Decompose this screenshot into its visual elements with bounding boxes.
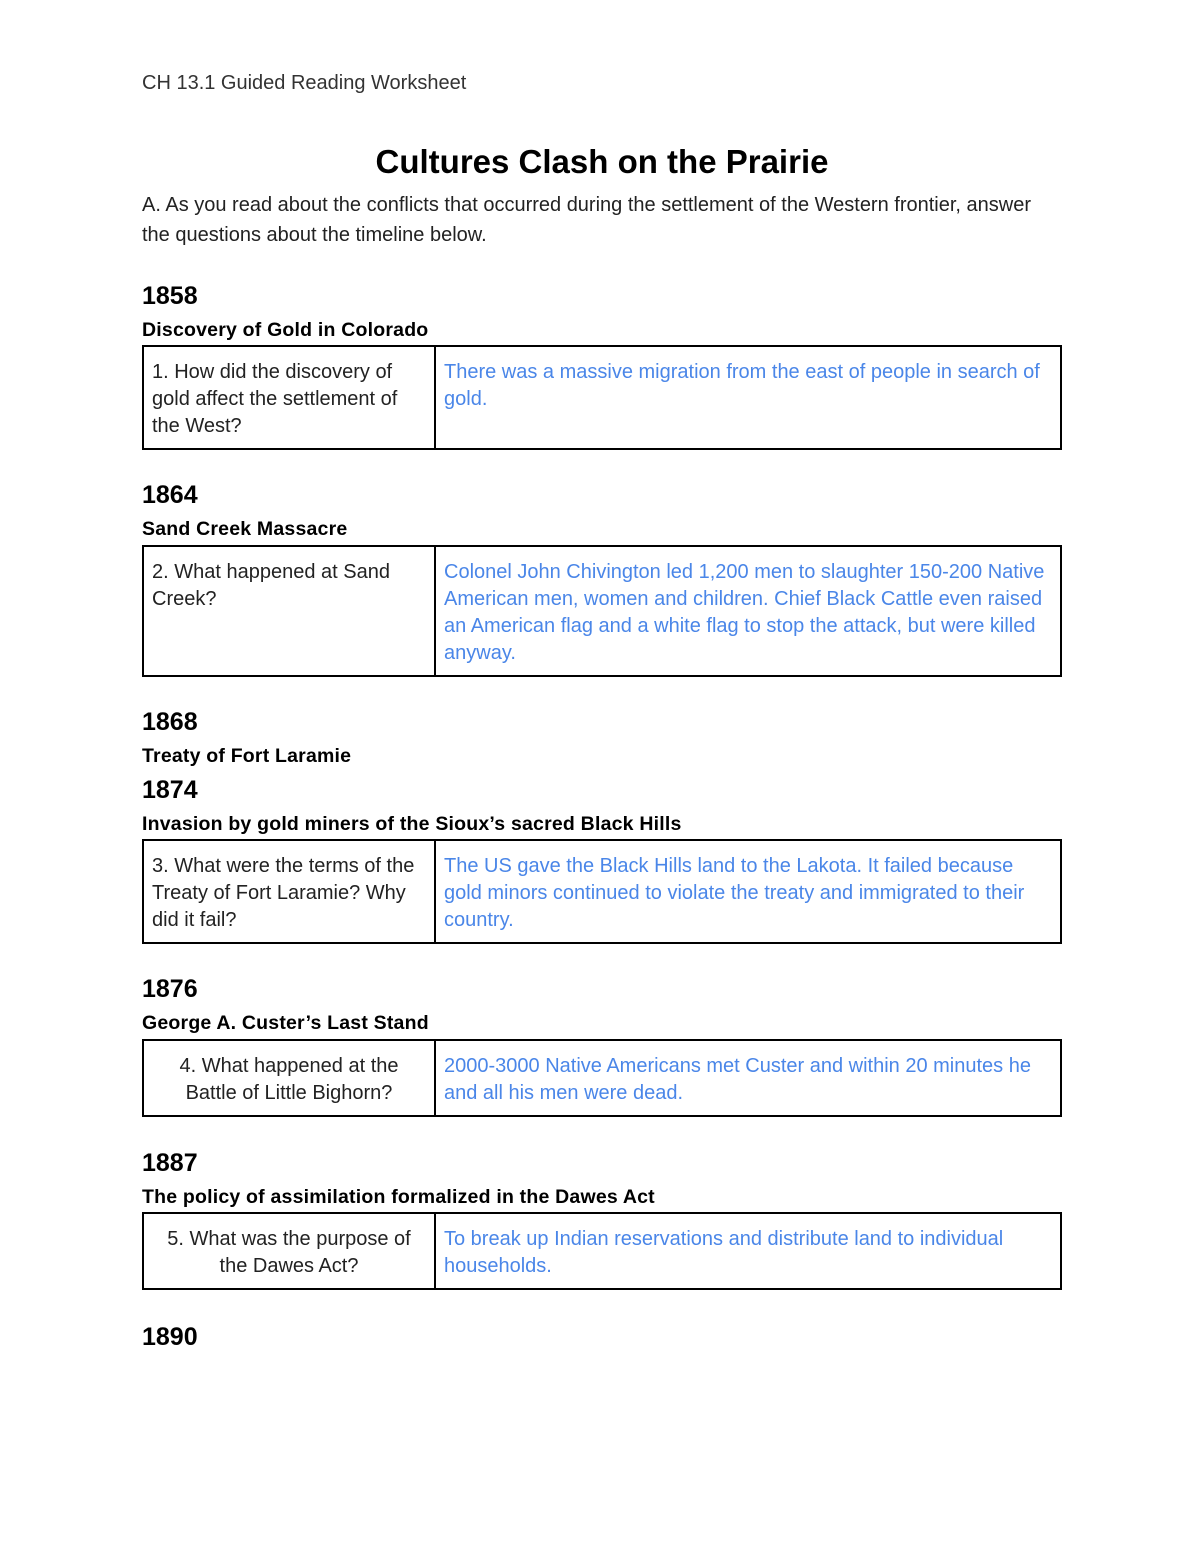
event-title-1868: Treaty of Fort Laramie xyxy=(142,745,352,767)
year-1868: 1868 xyxy=(142,708,198,736)
answer-5[interactable]: To break up Indian reservations and distribute land to individual households. xyxy=(435,1213,1061,1289)
year-1887: 1887 xyxy=(142,1149,198,1177)
question-1: 1. How did the discovery of gold affect the settlement of the West? xyxy=(143,346,435,449)
year-1864: 1864 xyxy=(142,481,198,509)
qa-table-3 xyxy=(142,839,1062,944)
answer-3[interactable]: The US gave the Black Hills land to the Lakota. It failed because gold minors continued to violate the treaty and immigrated to their country. xyxy=(435,840,1061,943)
qa-table-1 xyxy=(142,345,1062,450)
page-title: Cultures Clash on the Prairie xyxy=(375,143,829,180)
event-title-1876: George A. Custer’s Last Stand xyxy=(142,1012,429,1034)
answer-2[interactable]: Colonel John Chivington led 1,200 men to slaughter 150-200 Native American men, women and children. Chief Black Cattle even raised an American flag and a white flag to stop the attack, but were killed anyway. xyxy=(435,546,1061,676)
answer-1[interactable]: There was a massive migration from the east of people in search of gold. xyxy=(435,346,1061,449)
event-title-1858: Discovery of Gold in Colorado xyxy=(142,319,429,341)
question-4: 4. What happened at the Battle of Little Bighorn? xyxy=(143,1040,435,1116)
question-5: 5. What was the purpose of the Dawes Act? xyxy=(143,1213,435,1289)
question-2: 2. What happened at Sand Creek? xyxy=(143,546,435,676)
event-title-1887: The policy of assimilation formalized in the Dawes Act xyxy=(142,1186,655,1208)
instructions: A. As you read about the conflicts that occurred during the settlement of the Western frontier, answer the questions about the timeline below. xyxy=(142,194,1032,246)
qa-table-4 xyxy=(142,1039,1062,1117)
question-3: 3. What were the terms of the Treaty of Fort Laramie? Why did it fail? xyxy=(143,840,435,943)
answer-4[interactable]: 2000-3000 Native Americans met Custer and within 20 minutes he and all his men were dead. xyxy=(435,1040,1061,1116)
event-title-1864: Sand Creek Massacre xyxy=(142,518,348,540)
worksheet-header: CH 13.1 Guided Reading Worksheet xyxy=(142,72,467,94)
year-1876: 1876 xyxy=(142,975,198,1003)
year-1874: 1874 xyxy=(142,776,198,804)
year-1858: 1858 xyxy=(142,282,198,310)
event-title-1874: Invasion by gold miners of the Sioux’s sacred Black Hills xyxy=(142,813,682,835)
qa-table-5 xyxy=(142,1212,1062,1290)
qa-table-2 xyxy=(142,545,1062,677)
year-1890: 1890 xyxy=(142,1323,198,1351)
